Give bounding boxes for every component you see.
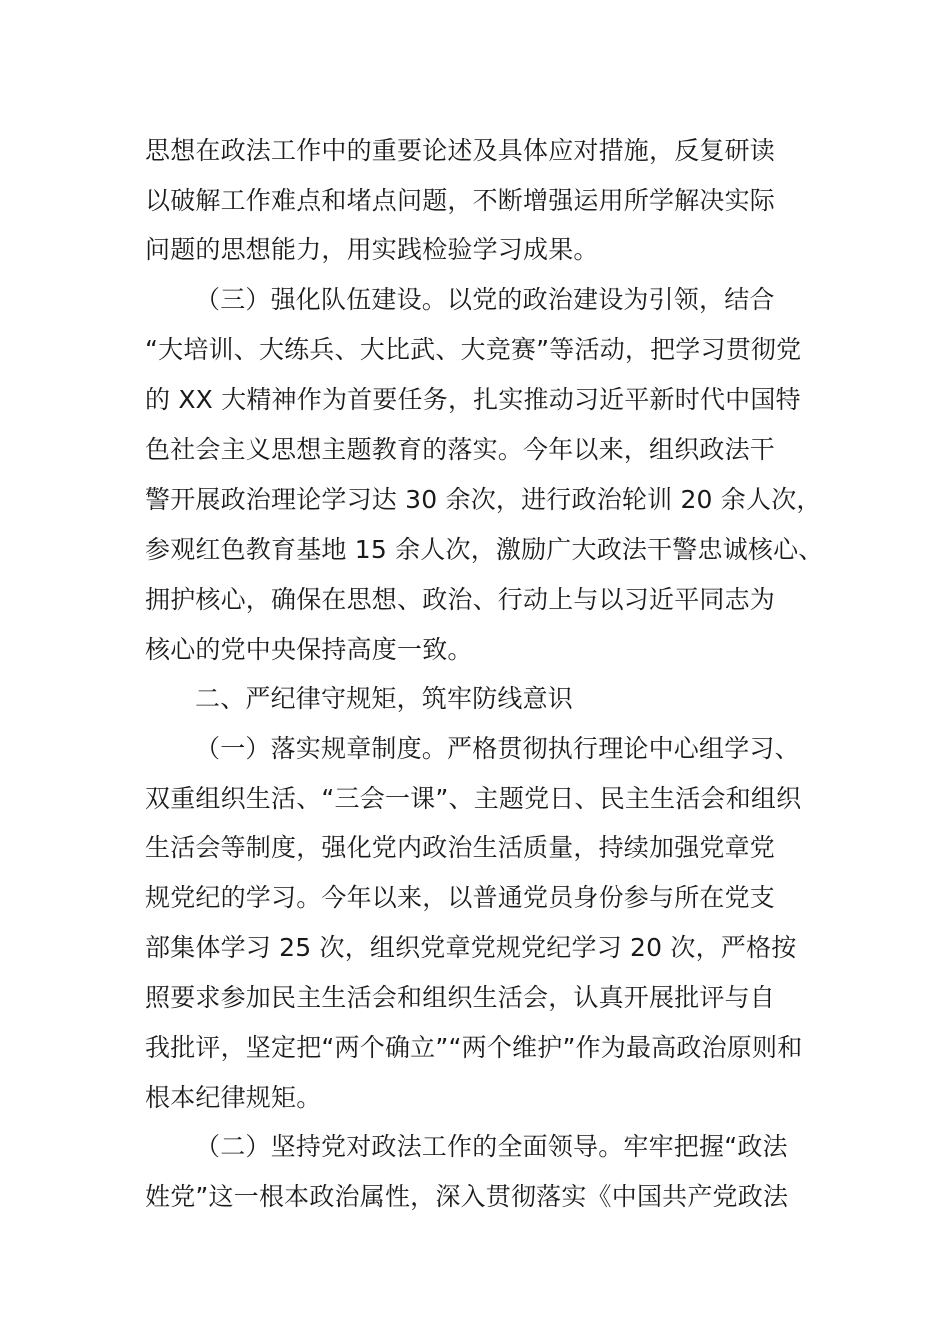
text-line: 根本纪律规矩。 xyxy=(145,1083,322,1112)
text-line: 以破解工作难点和堵点问题，不断增强运用所学解决实际 xyxy=(145,186,776,215)
section-heading: 二、严纪律守规矩，筑牢防线意识 xyxy=(195,684,574,713)
text-line: 参观红色教育基地 15 余人次，激励广大政法干警忠诚核心、 xyxy=(145,535,824,564)
text-line: 色社会主义思想主题教育的落实。今年以来，组织政法干 xyxy=(145,435,776,464)
text-line: 核心的党中央保持高度一致。 xyxy=(145,635,473,664)
text-line: 姓党”这一根本政治属性，深入贯彻落实《中国共产党政法 xyxy=(145,1182,789,1211)
text-line: 的 XX 大精神作为首要任务，扎实推动习近平新时代中国特 xyxy=(145,385,801,414)
text-line: （三）强化队伍建设。以党的政治建设为引领，结合 xyxy=(195,285,775,314)
text-line: 我批评，坚定把“两个确立”“两个维护”作为最高政治原则和 xyxy=(145,1033,803,1062)
text-line: 警开展政治理论学习达 30 余次，进行政治轮训 20 余人次， xyxy=(145,485,822,514)
text-line: “大培训、大练兵、大比武、大竞赛”等活动，把学习贯彻党 xyxy=(145,335,802,364)
text-line: 部集体学习 25 次，组织党章党规党纪学习 20 次，严格按 xyxy=(145,933,797,962)
text-line: 问题的思想能力，用实践检验学习成果。 xyxy=(145,235,599,264)
text-line: 生活会等制度，强化党内政治生活质量，持续加强党章党 xyxy=(145,833,776,862)
text-line: 双重组织生活、“三会一课”、主题党日、民主生活会和组织 xyxy=(145,784,802,813)
text-line: 拥护核心，确保在思想、政治、行动上与以习近平同志为 xyxy=(145,585,776,614)
text-line: 照要求参加民主生活会和组织生活会，认真开展批评与自 xyxy=(145,983,776,1012)
text-line: （一）落实规章制度。严格贯彻执行理论中心组学习、 xyxy=(195,734,800,763)
text-line: 思想在政法工作中的重要论述及具体应对措施，反复研读 xyxy=(145,136,776,165)
text-line: 规党纪的学习。今年以来，以普通党员身份参与所在党支 xyxy=(145,883,776,912)
text-line: （二）坚持党对政法工作的全面领导。牢牢把握“政法 xyxy=(195,1132,788,1161)
